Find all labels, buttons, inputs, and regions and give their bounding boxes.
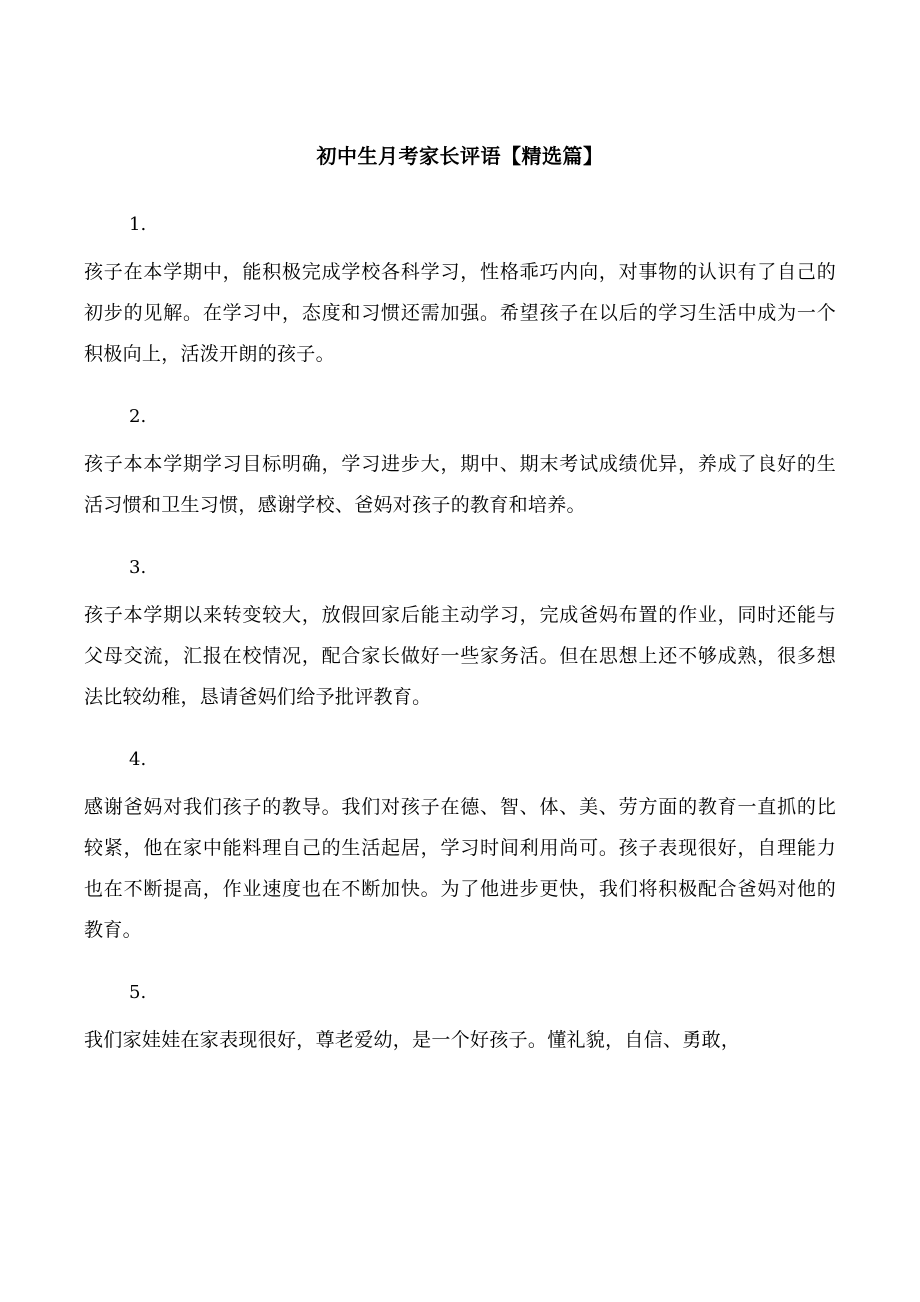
comment-entry-5: [84, 978, 836, 1061]
comment-entry-1: [84, 210, 836, 375]
comment-entry-3: [84, 553, 836, 718]
comment-entry-2: [84, 402, 836, 526]
comment-entry-4: [84, 745, 836, 951]
entry-text: 孩子在本学期中，能积极完成学校各科学习，性格乖巧内向，对事物的认识有了自己的初步的见解。在学习中，态度和习惯还需加强。希望孩子在以后的学习生活中成为一个积极向上，活泼开朗的孩子。: [84, 261, 836, 365]
entry-text: 孩子本学期以来转变较大，放假回家后能主动学习，完成爸妈布置的作业，同时还能与父母交流，汇报在校情况，配合家长做好一些家务活。但在思想上还不够成熟，很多想法比较幼稚，恳请爸妈们给予批评教育。: [84, 604, 836, 708]
entry-number: 4.: [129, 749, 147, 770]
entry-number: 3.: [129, 557, 147, 578]
comment-list: [84, 210, 836, 1088]
entry-number: 1.: [129, 214, 147, 235]
entry-text: 感谢爸妈对我们孩子的教导。我们对孩子在德、智、体、美、劳方面的教育一直抓的比较紧，他在家中能料理自己的生活起居，学习时间利用尚可。孩子表现很好，自理能力也在不断提高，作业速度也在不断加快。为了他进步更快，我们将积极配合爸妈对他的教育。: [84, 796, 836, 941]
entry-text: 孩子本本学期学习目标明确，学习进步大，期中、期末考试成绩优异，养成了良好的生活习惯和卫生习惯，感谢学校、爸妈对孩子的教育和培养。: [84, 453, 836, 516]
entry-number: 5.: [129, 982, 147, 1003]
document-title: 初中生月考家长评语【精选篇】: [316, 144, 604, 168]
entry-text: 我们家娃娃在家表现很好，尊老爱幼，是一个好孩子。懂礼貌，自信、勇敢，: [84, 1029, 741, 1051]
entry-number: 2.: [129, 406, 147, 427]
